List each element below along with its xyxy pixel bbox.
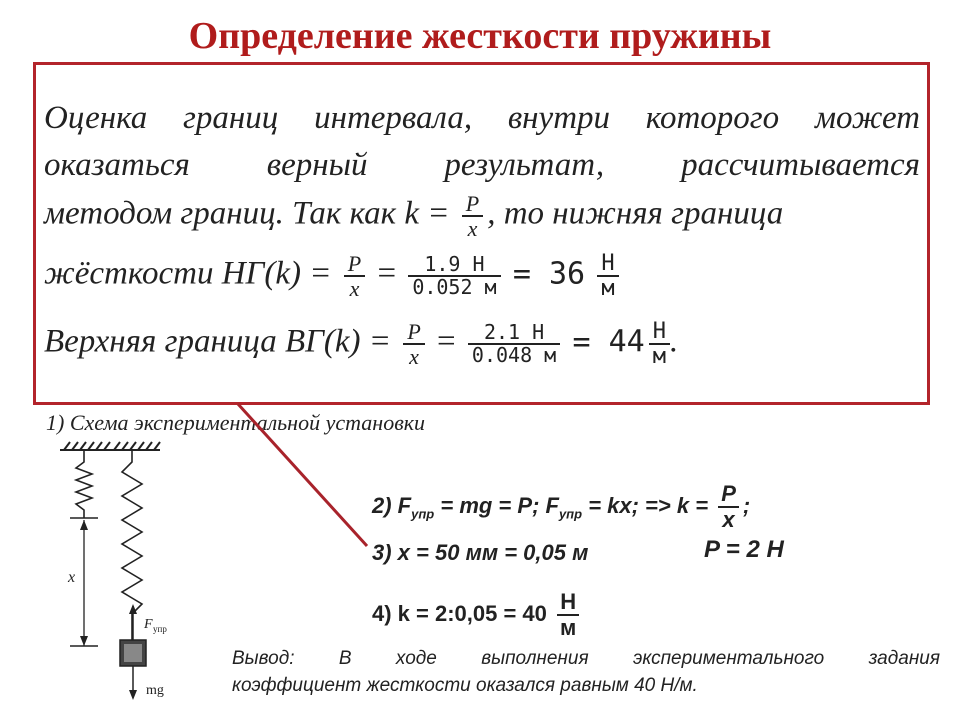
step-2-mid: = mg = P; F (434, 493, 559, 518)
fraction-numerator: P (344, 252, 365, 277)
line3-suffix: , то нижняя граница (487, 195, 784, 232)
step-3-equation: 3) x = 50 мм = 0,05 м (372, 540, 589, 565)
conclusion-line-2: коэффициент жесткости оказался равным 40 Н/м. (232, 674, 698, 696)
unit-numerator: Н (557, 590, 579, 616)
upper-result: = 44 (572, 324, 645, 360)
fraction-numerator: P (403, 320, 424, 345)
conclusion (232, 646, 940, 699)
step-2-mid2: = kx; => k = (582, 493, 715, 518)
step-2-equation (372, 482, 750, 532)
line3-prefix: методом границ. Так как (44, 195, 405, 232)
k-equals: k = (404, 195, 450, 232)
page-title: Определение жесткости пружины (188, 15, 772, 57)
force-subscript: упр (153, 624, 167, 634)
unit-denominator: м (560, 615, 577, 641)
fraction-denominator: x (409, 344, 419, 370)
upper-denominator: 0.048 м (471, 343, 557, 368)
upper-numerator: 2.1 Н (468, 322, 560, 345)
equals-sign: = (377, 255, 397, 292)
lower-bound-label: жёсткости НГ(k) = (44, 255, 332, 292)
step-2-fraction (718, 482, 739, 532)
step-2-end: ; (742, 493, 751, 518)
lower-denominator: 0.052 м (412, 275, 497, 300)
ceiling-left (60, 442, 110, 450)
fraction-numerator: P (718, 482, 739, 508)
spring-setup-diagram (40, 438, 220, 708)
fraction-denominator: x (467, 216, 478, 242)
unit-denominator: м (601, 276, 615, 302)
lower-result: = 36 (512, 256, 586, 292)
lower-numerator: 1.9 Н (408, 254, 500, 277)
text-line-1: Оценка границ интервала, внутри которого может (44, 100, 920, 136)
fraction-numerator: P (462, 192, 483, 217)
fraction-denominator: x (722, 507, 735, 533)
unit-denominator: м (652, 344, 666, 370)
setup-caption: 1) Схема экспериментальной установки (46, 410, 426, 435)
text-line-2: оказаться верный результат, рассчитывается (44, 147, 920, 183)
fraction-denominator: x (349, 276, 360, 302)
unit-numerator: Н (649, 320, 670, 345)
equals-sign: = (437, 323, 456, 360)
step-2-start: 2) F (372, 493, 412, 518)
mg-label: mg (146, 683, 164, 698)
step-4-equation (372, 590, 583, 640)
spring-unstretched (76, 450, 92, 518)
upper-bound-label: Верхняя граница ВГ(k) = (44, 323, 392, 360)
unit-numerator: Н (597, 252, 618, 277)
step-4-unit (557, 590, 579, 640)
conclusion-line-1: Вывод: В ходе выполнения экспериментального задания (232, 648, 940, 669)
step-4-text: 4) k = 2:0,05 = 40 (372, 601, 547, 626)
subscript-upr: упр (558, 506, 583, 522)
force-label: F (144, 617, 153, 632)
period: . (669, 323, 679, 360)
x-label: x (68, 569, 76, 586)
ceiling-right (110, 442, 160, 450)
p-value: P = 2 Н (704, 536, 784, 563)
subscript-upr: упр (411, 506, 435, 522)
